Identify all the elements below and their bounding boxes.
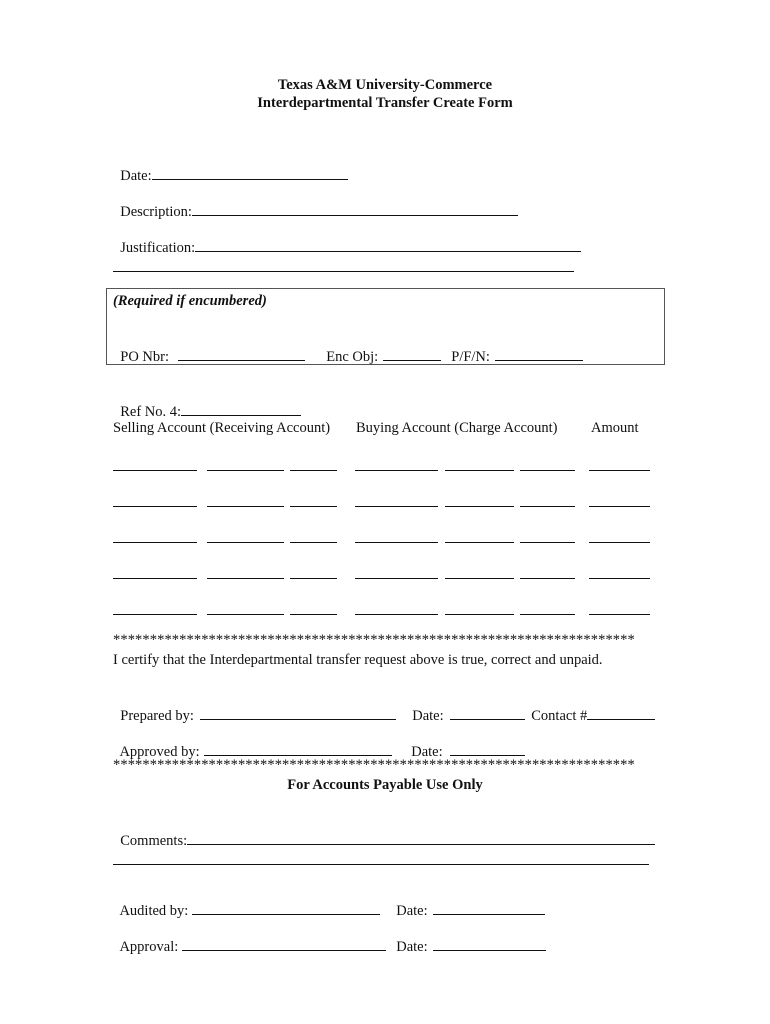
justification-field[interactable] bbox=[195, 237, 581, 252]
audited-date-row bbox=[389, 882, 545, 920]
contact-row bbox=[524, 687, 655, 725]
separator-bottom: *********************************************************************** bbox=[113, 758, 635, 772]
justification-field-continued[interactable] bbox=[113, 271, 574, 272]
comments-row bbox=[113, 812, 655, 850]
selling-fund-field[interactable] bbox=[113, 614, 197, 615]
selling-pfn-field[interactable] bbox=[290, 542, 337, 543]
po-field[interactable] bbox=[178, 346, 305, 361]
buying-pfn-field[interactable] bbox=[520, 542, 575, 543]
ref-field[interactable] bbox=[181, 401, 301, 416]
amount-field[interactable] bbox=[589, 470, 650, 471]
selling-fund-field[interactable] bbox=[113, 506, 197, 507]
buying-fund-field[interactable] bbox=[355, 578, 438, 579]
approved-label: Approved by: bbox=[119, 744, 200, 760]
pfn-label: P/F/N: bbox=[451, 349, 490, 365]
justification-row bbox=[113, 219, 581, 257]
selling-object-field[interactable] bbox=[207, 506, 284, 507]
buying-object-field[interactable] bbox=[445, 578, 514, 579]
description-row bbox=[113, 183, 518, 221]
description-field[interactable] bbox=[192, 201, 518, 216]
approval-label: Approval: bbox=[119, 939, 179, 955]
audited-date-label: Date: bbox=[396, 903, 428, 919]
selling-object-field[interactable] bbox=[207, 614, 284, 615]
ref-label: Ref No. 4: bbox=[120, 404, 182, 420]
buying-account-header: Buying Account (Charge Account) bbox=[356, 420, 558, 436]
approved-date-field[interactable] bbox=[450, 741, 525, 756]
form-title: Interdepartmental Transfer Create Form bbox=[257, 95, 513, 111]
ref-row bbox=[113, 383, 301, 421]
audited-row bbox=[113, 882, 380, 920]
selling-fund-field[interactable] bbox=[113, 470, 197, 471]
selling-fund-field[interactable] bbox=[113, 542, 197, 543]
contact-label: Contact # bbox=[531, 708, 588, 724]
comments-label: Comments: bbox=[120, 833, 188, 849]
encumbered-heading: (Required if encumbered) bbox=[113, 293, 267, 309]
audited-label: Audited by: bbox=[119, 903, 189, 919]
pfn-row bbox=[444, 328, 583, 366]
comments-field-continued[interactable] bbox=[113, 864, 649, 865]
enc-obj-field[interactable] bbox=[383, 346, 441, 361]
approved-field[interactable] bbox=[204, 741, 392, 756]
approved-date-row bbox=[404, 723, 525, 761]
approval-date-field[interactable] bbox=[433, 936, 546, 951]
amount-field[interactable] bbox=[589, 506, 650, 507]
buying-object-field[interactable] bbox=[445, 542, 514, 543]
prepared-row bbox=[113, 687, 396, 725]
buying-pfn-field[interactable] bbox=[520, 470, 575, 471]
buying-pfn-field[interactable] bbox=[520, 506, 575, 507]
date-row bbox=[113, 147, 348, 185]
prepared-date-field[interactable] bbox=[450, 705, 525, 720]
audited-field[interactable] bbox=[192, 900, 380, 915]
separator-top: *********************************************************************** bbox=[113, 633, 635, 647]
amount-field[interactable] bbox=[589, 578, 650, 579]
buying-fund-field[interactable] bbox=[355, 470, 438, 471]
selling-object-field[interactable] bbox=[207, 542, 284, 543]
buying-object-field[interactable] bbox=[445, 614, 514, 615]
prepared-label: Prepared by: bbox=[120, 708, 194, 724]
selling-object-field[interactable] bbox=[207, 470, 284, 471]
buying-pfn-field[interactable] bbox=[520, 578, 575, 579]
amount-field[interactable] bbox=[589, 614, 650, 615]
comments-field[interactable] bbox=[187, 830, 655, 845]
amount-field[interactable] bbox=[589, 542, 650, 543]
prepared-date-row bbox=[405, 687, 525, 725]
buying-fund-field[interactable] bbox=[355, 506, 438, 507]
selling-account-header: Selling Account (Receiving Account) bbox=[113, 420, 331, 436]
approved-date-label: Date: bbox=[411, 744, 443, 760]
description-label: Description: bbox=[120, 204, 192, 220]
prepared-date-label: Date: bbox=[412, 708, 444, 724]
selling-fund-field[interactable] bbox=[113, 578, 197, 579]
approval-date-row bbox=[389, 918, 546, 956]
selling-pfn-field[interactable] bbox=[290, 578, 337, 579]
prepared-field[interactable] bbox=[200, 705, 396, 720]
contact-field[interactable] bbox=[587, 705, 655, 720]
buying-fund-field[interactable] bbox=[355, 542, 438, 543]
selling-pfn-field[interactable] bbox=[290, 470, 337, 471]
enc-obj-label: Enc Obj: bbox=[326, 349, 379, 365]
selling-pfn-field[interactable] bbox=[290, 614, 337, 615]
buying-fund-field[interactable] bbox=[355, 614, 438, 615]
certify-statement: I certify that the Interdepartmental transfer request above is true, correct and unpaid. bbox=[113, 652, 603, 668]
pfn-field[interactable] bbox=[495, 346, 583, 361]
selling-object-field[interactable] bbox=[207, 578, 284, 579]
buying-object-field[interactable] bbox=[445, 506, 514, 507]
approval-row bbox=[113, 918, 386, 956]
buying-pfn-field[interactable] bbox=[520, 614, 575, 615]
approval-field[interactable] bbox=[182, 936, 386, 951]
po-row bbox=[113, 328, 305, 366]
date-label: Date: bbox=[120, 168, 152, 184]
approved-row bbox=[113, 723, 392, 761]
justification-label: Justification: bbox=[120, 240, 196, 256]
audited-date-field[interactable] bbox=[433, 900, 545, 915]
approval-date-label: Date: bbox=[396, 939, 428, 955]
buying-object-field[interactable] bbox=[445, 470, 514, 471]
po-label: PO Nbr: bbox=[120, 349, 169, 365]
enc-obj-row bbox=[319, 328, 441, 366]
ap-heading: For Accounts Payable Use Only bbox=[287, 777, 483, 793]
date-field[interactable] bbox=[152, 165, 348, 180]
form-institution-title: Texas A&M University-Commerce bbox=[277, 77, 493, 93]
amount-header: Amount bbox=[591, 420, 639, 436]
selling-pfn-field[interactable] bbox=[290, 506, 337, 507]
